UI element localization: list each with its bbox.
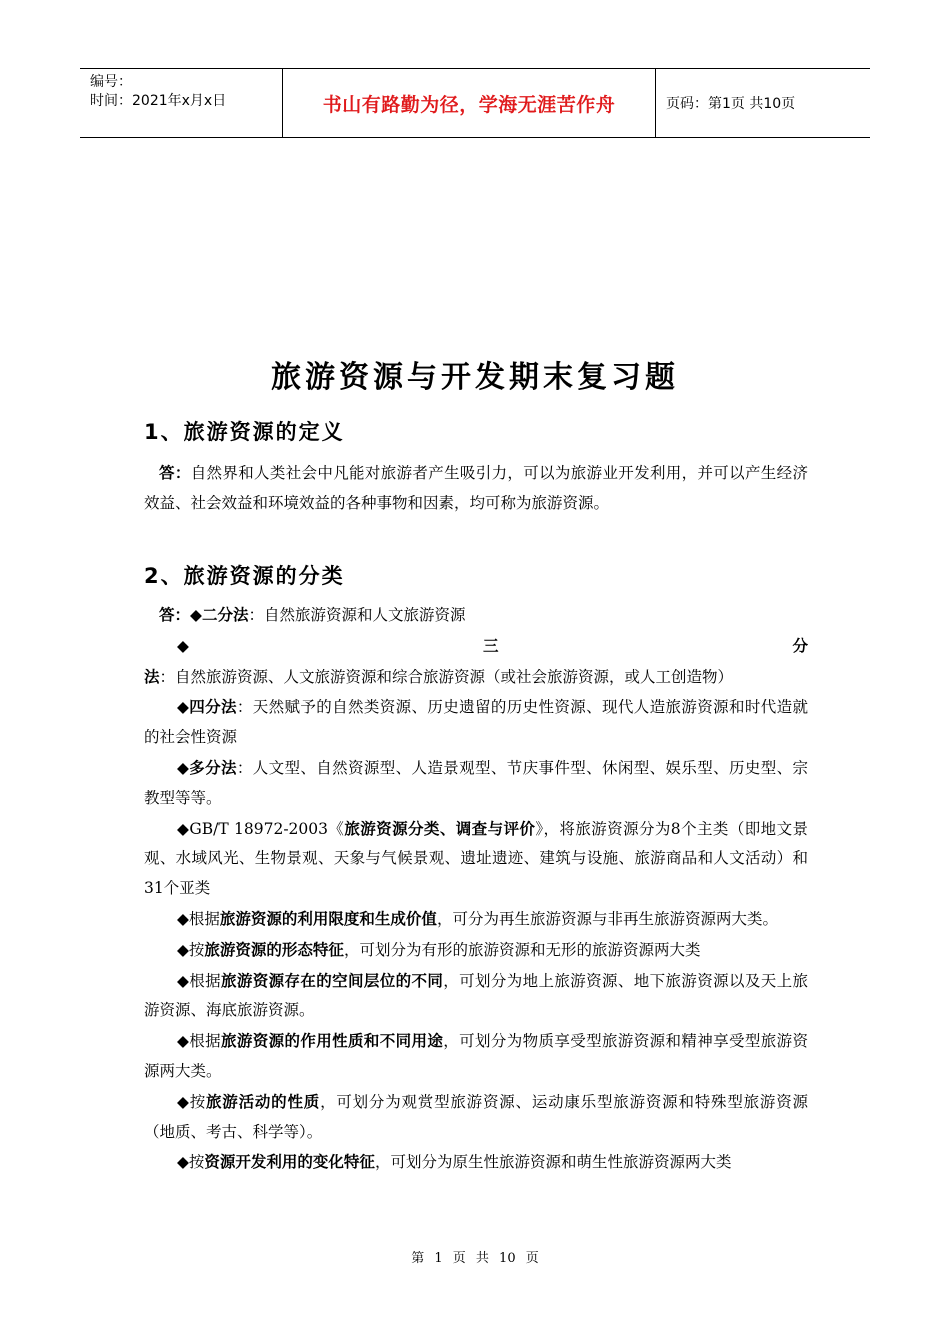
item-text: ：天然赋予的自然类资源、历史遗留的历史性资源、现代人造旅游资源和时代造就的社会性资源	[144, 698, 808, 747]
classification-item	[144, 753, 808, 814]
item-prefix: ◆GB/T 18972-2003《	[177, 819, 345, 838]
item-text: ，可划分为有形的旅游资源和无形的旅游资源两大类	[343, 940, 701, 959]
item-text: 》，将旅游资源分为8个主类（即地文景观、水域风光、生物景观、天象与气候景观、遗址遗迹、建筑与设施、旅游商品和人文活动）和31个亚类	[144, 819, 808, 898]
page-header	[80, 68, 870, 138]
classification-item	[144, 814, 808, 904]
classification-item	[144, 1147, 808, 1178]
item-keyword: 旅游资源的利用限度和生成价值	[219, 908, 437, 928]
page-footer: 第 1 页 共 10 页	[411, 1251, 539, 1266]
item-text: ：人文型、自然资源型、人造景观型、节庆事件型、休闲型、娱乐型、历史型、宗教型等等。	[144, 758, 808, 807]
header-motto: 书山有路勤为径，学海无涯苦作舟	[282, 69, 656, 137]
item-keyword: 多分法	[189, 757, 237, 777]
item-prefix: ◆	[177, 698, 190, 717]
item-keyword: 旅游资源的作用性质和不同用途	[221, 1031, 444, 1051]
item-prefix: ◆按	[177, 1153, 205, 1172]
item-text: ，可分为再生旅游资源与非再生旅游资源两大类。	[436, 909, 778, 928]
header-number: 编号：	[90, 74, 132, 90]
section-2-heading: 2、旅游资源的分类	[144, 564, 345, 588]
answer-text: 自然界和人类社会中凡能对旅游者产生吸引力，可以为旅游业开发利用，并可以产生经济效益、社会效益和环境效益的各种事物和因素，均可称为旅游资源。	[144, 464, 808, 512]
classification-item	[144, 692, 808, 753]
classification-item	[144, 935, 808, 966]
item-text: ，可划分为地上旅游资源、地下旅游资源以及天上旅游资源、海底旅游资源。	[144, 971, 808, 1020]
item-text: ：自然旅游资源和人文旅游资源	[248, 606, 466, 624]
classification-item	[144, 631, 808, 693]
answer-label: 答：	[159, 463, 191, 482]
section-1-answer	[144, 458, 808, 518]
item-keyword: 四分法	[189, 697, 237, 717]
item-prefix: ◆	[177, 636, 483, 655]
section-1-heading: 1、旅游资源的定义	[144, 420, 345, 444]
item-prefix: ◆根据	[177, 1032, 222, 1051]
classification-item	[144, 1087, 808, 1148]
item-keyword: 旅游资源存在的空间层位的不同	[221, 970, 444, 990]
item-prefix: ◆	[190, 605, 202, 624]
item-keyword: 三分法	[144, 635, 808, 686]
answer-label: 答：	[159, 605, 191, 624]
header-page-number: 页码：第1页 共10页	[666, 96, 796, 112]
header-time: 时间：2021年x月x日	[90, 93, 227, 109]
item-prefix: ◆	[177, 758, 190, 777]
classification-item	[144, 600, 808, 631]
item-text: ：自然旅游资源、人文旅游资源和综合旅游资源（或社会旅游资源，或人工创造物）	[159, 667, 734, 686]
item-keyword: 旅游资源的形态特征	[204, 939, 344, 959]
header-meta	[80, 69, 282, 137]
item-keyword: 旅游活动的性质	[206, 1091, 321, 1111]
classification-item	[144, 1026, 808, 1087]
classification-item	[144, 966, 808, 1027]
item-keyword: 旅游资源分类、调查与评价	[344, 818, 536, 838]
document-title: 旅游资源与开发期末复习题	[271, 360, 679, 395]
item-prefix: ◆按	[177, 1092, 207, 1111]
item-text: ，可划分为物质享受型旅游资源和精神享受型旅游资源两大类。	[144, 1032, 808, 1080]
section-2-answer	[144, 600, 808, 1178]
item-keyword: 资源开发利用的变化特征	[204, 1152, 375, 1172]
classification-item	[144, 904, 808, 935]
item-keyword: 二分法	[201, 605, 249, 624]
item-prefix: ◆根据	[177, 971, 222, 990]
item-text: ，可划分为观赏型旅游资源、运动康乐型旅游资源和特殊型旅游资源（地质、考古、科学等）。	[144, 1092, 808, 1141]
item-prefix: ◆根据	[177, 909, 220, 928]
item-text: ，可划分为原生性旅游资源和萌生性旅游资源两大类	[374, 1153, 732, 1172]
item-prefix: ◆按	[177, 940, 205, 959]
